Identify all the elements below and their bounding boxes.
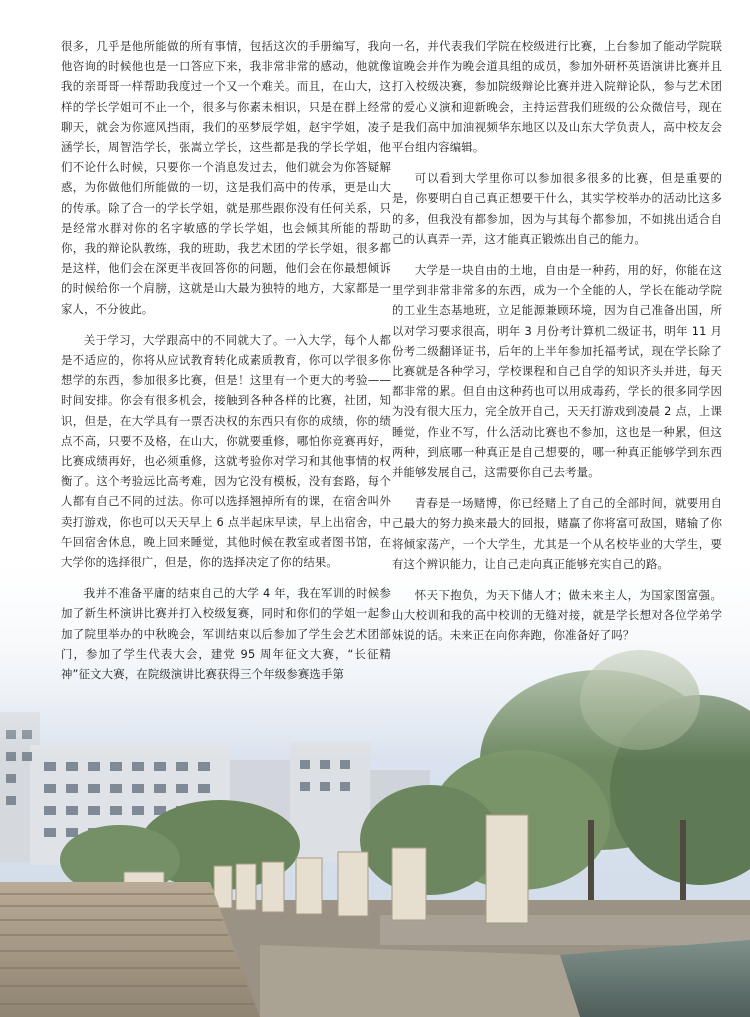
- paragraph: 青春是一场赌博，你已经赌上了自己的全部时间，就要用自己最大的努力换来最大的回报，赌赢了你将富可敌国，赌输了你将倾家荡产，一个大学生，尤其是一个从名校毕业的大学生，要有这个辨识能力，让自己走向真正能够充实自己的路。: [392, 496, 722, 571]
- paragraph: 我并不准备平庸的结束自己的大学 4 年，我在军训的时候参加了新生杯演讲比赛并打入校级复赛，同时和你们的学姐一起参加了院里举办的中秋晚会，军训结束以后参加了学生会艺术团部门，参加了学生代表大会，建党 95 周年征文大赛，“长征精神”征文大赛，在院级演讲比赛获得三个年级参赛选手第: [61, 586, 391, 682]
- paragraph: 很多，几乎是他所能做的所有事情，包括这次的手册编写，我向他咨询的时候他也是一口答应下来，我非常非常的感动，他就像我的亲哥哥一样帮助我度过一个又一个难关。而且，在山大，这样的学长学姐可不止一个，很多与你素未相识，只是在群上经常聊天，就会为你遮风挡雨，我们的巫梦辰学姐，赵宇学姐，凌子涵学长，周智浩学长，张嵩立学长，这些都是我的学长学姐，他们不论什么时候，只要你一个消息发过去，他们就会为你答疑解惑，为你做他们所能做的一切，这是我们高中的传承，更是山大的传承。除了合一的学长学姐，就是那些跟你没有任何关系，只是经常水群对你的名字敏感的学长学姐，也会倾其所能的帮助你，我的辩论队教练，我的班助，我艺术团的学长学姐，很多都是这样，他们会在深更半夜回答你的问题，他们会在你最想倾诉的时候给你一个肩膀，这就是山大最为独特的地方，大家都是一家人，不分彼此。: [61, 39, 391, 316]
- paragraph: 大学是一块自由的土地，自由是一种药，用的好，你能在这里学到非常非常多的东西，成为一个全能的人，学长在能动学院的工业生态基地班，立足能源兼顾环境，因为自己准备出国，所以对学习要求很高，明年 3 月份考计算机二级证书，明年 11 月份考二级翻译证书，后年的上半年参加托福考试，现在学长除了比赛就是各种学习，学校课程和自己自学的知识齐头并进，每天都非常的累。但自由这种药也可以用成毒药，学长的很多同学因为没有很大压力，完全放开自己，天天打游戏到凌晨 2 点，上课睡觉，作业不写，什么活动比赛也不参加，这也是一种累，但这两种，到底哪一种真正是自己想要的，哪一种真正能够学到东西并能够发展自己，这需要你自己去考量。: [392, 263, 722, 480]
- paragraph: 关于学习，大学跟高中的不同就大了。一入大学，每个人都是不适应的，你将从应试教育转化成素质教育，你可以学很多你想学的东西，参加很多比赛，但是！这里有一个更大的考验——时间安排。你会有很多机会，接触到各种各样的比赛，社团，知识，但是，在大学具有一票否决权的东西只有你的成绩，你的绩点不高，只要不及格，在山大，你就要重修，哪怕你竞赛再好，比赛成绩再好，也必须重修，这就考验你对学习和其他事情的权衡了。这个考验远比高考难，因为它没有模板，没有套路，每个人都有自己不同的过法。你可以选择翘掉所有的课，在宿舍叫外卖打游戏，你也可以天天早上 6 点半起床早读，早上出宿舍，中午回宿舍休息，晚上回来睡觉，其他时候在教室或者图书馆，在大学你的选择很广，但是，你的选择决定了你的结果。: [61, 332, 391, 570]
- right-column: [392, 36, 722, 657]
- left-column: [61, 36, 391, 695]
- paragraph: 怀天下抱负，为天下储人才；做未来主人，为国家图富强。山大校训和我的高中校训的无缝对接，就是学长想对各位学弟学妹说的话。未来正在向你奔跑，你准备好了吗？: [392, 588, 722, 643]
- paragraph-continuation: 一名，并代表我们学院在校级进行比赛，上台参加了能动学院联谊晚会并作为晚会道具组的成员，参加外研杯英语演讲比赛并且打入校级决赛，参加院级辩论比赛并进入院辩论队，参与艺术团的爱心义演和迎新晚会，主持运营我们班级的公众微信号，现在是我们高中加油视频华东地区以及山东大学负责人，高中校友会平台组内容编辑。: [392, 39, 722, 155]
- paragraph: 可以看到大学里你可以参加很多很多的比赛，但是重要的是，你要明白自己真正想要干什么，其实学校举办的活动比这多的多，但我没有都参加，因为与其每个都参加，不如挑出适合自己的认真弄一弄，这才能真正锻炼出自己的能力。: [392, 171, 722, 246]
